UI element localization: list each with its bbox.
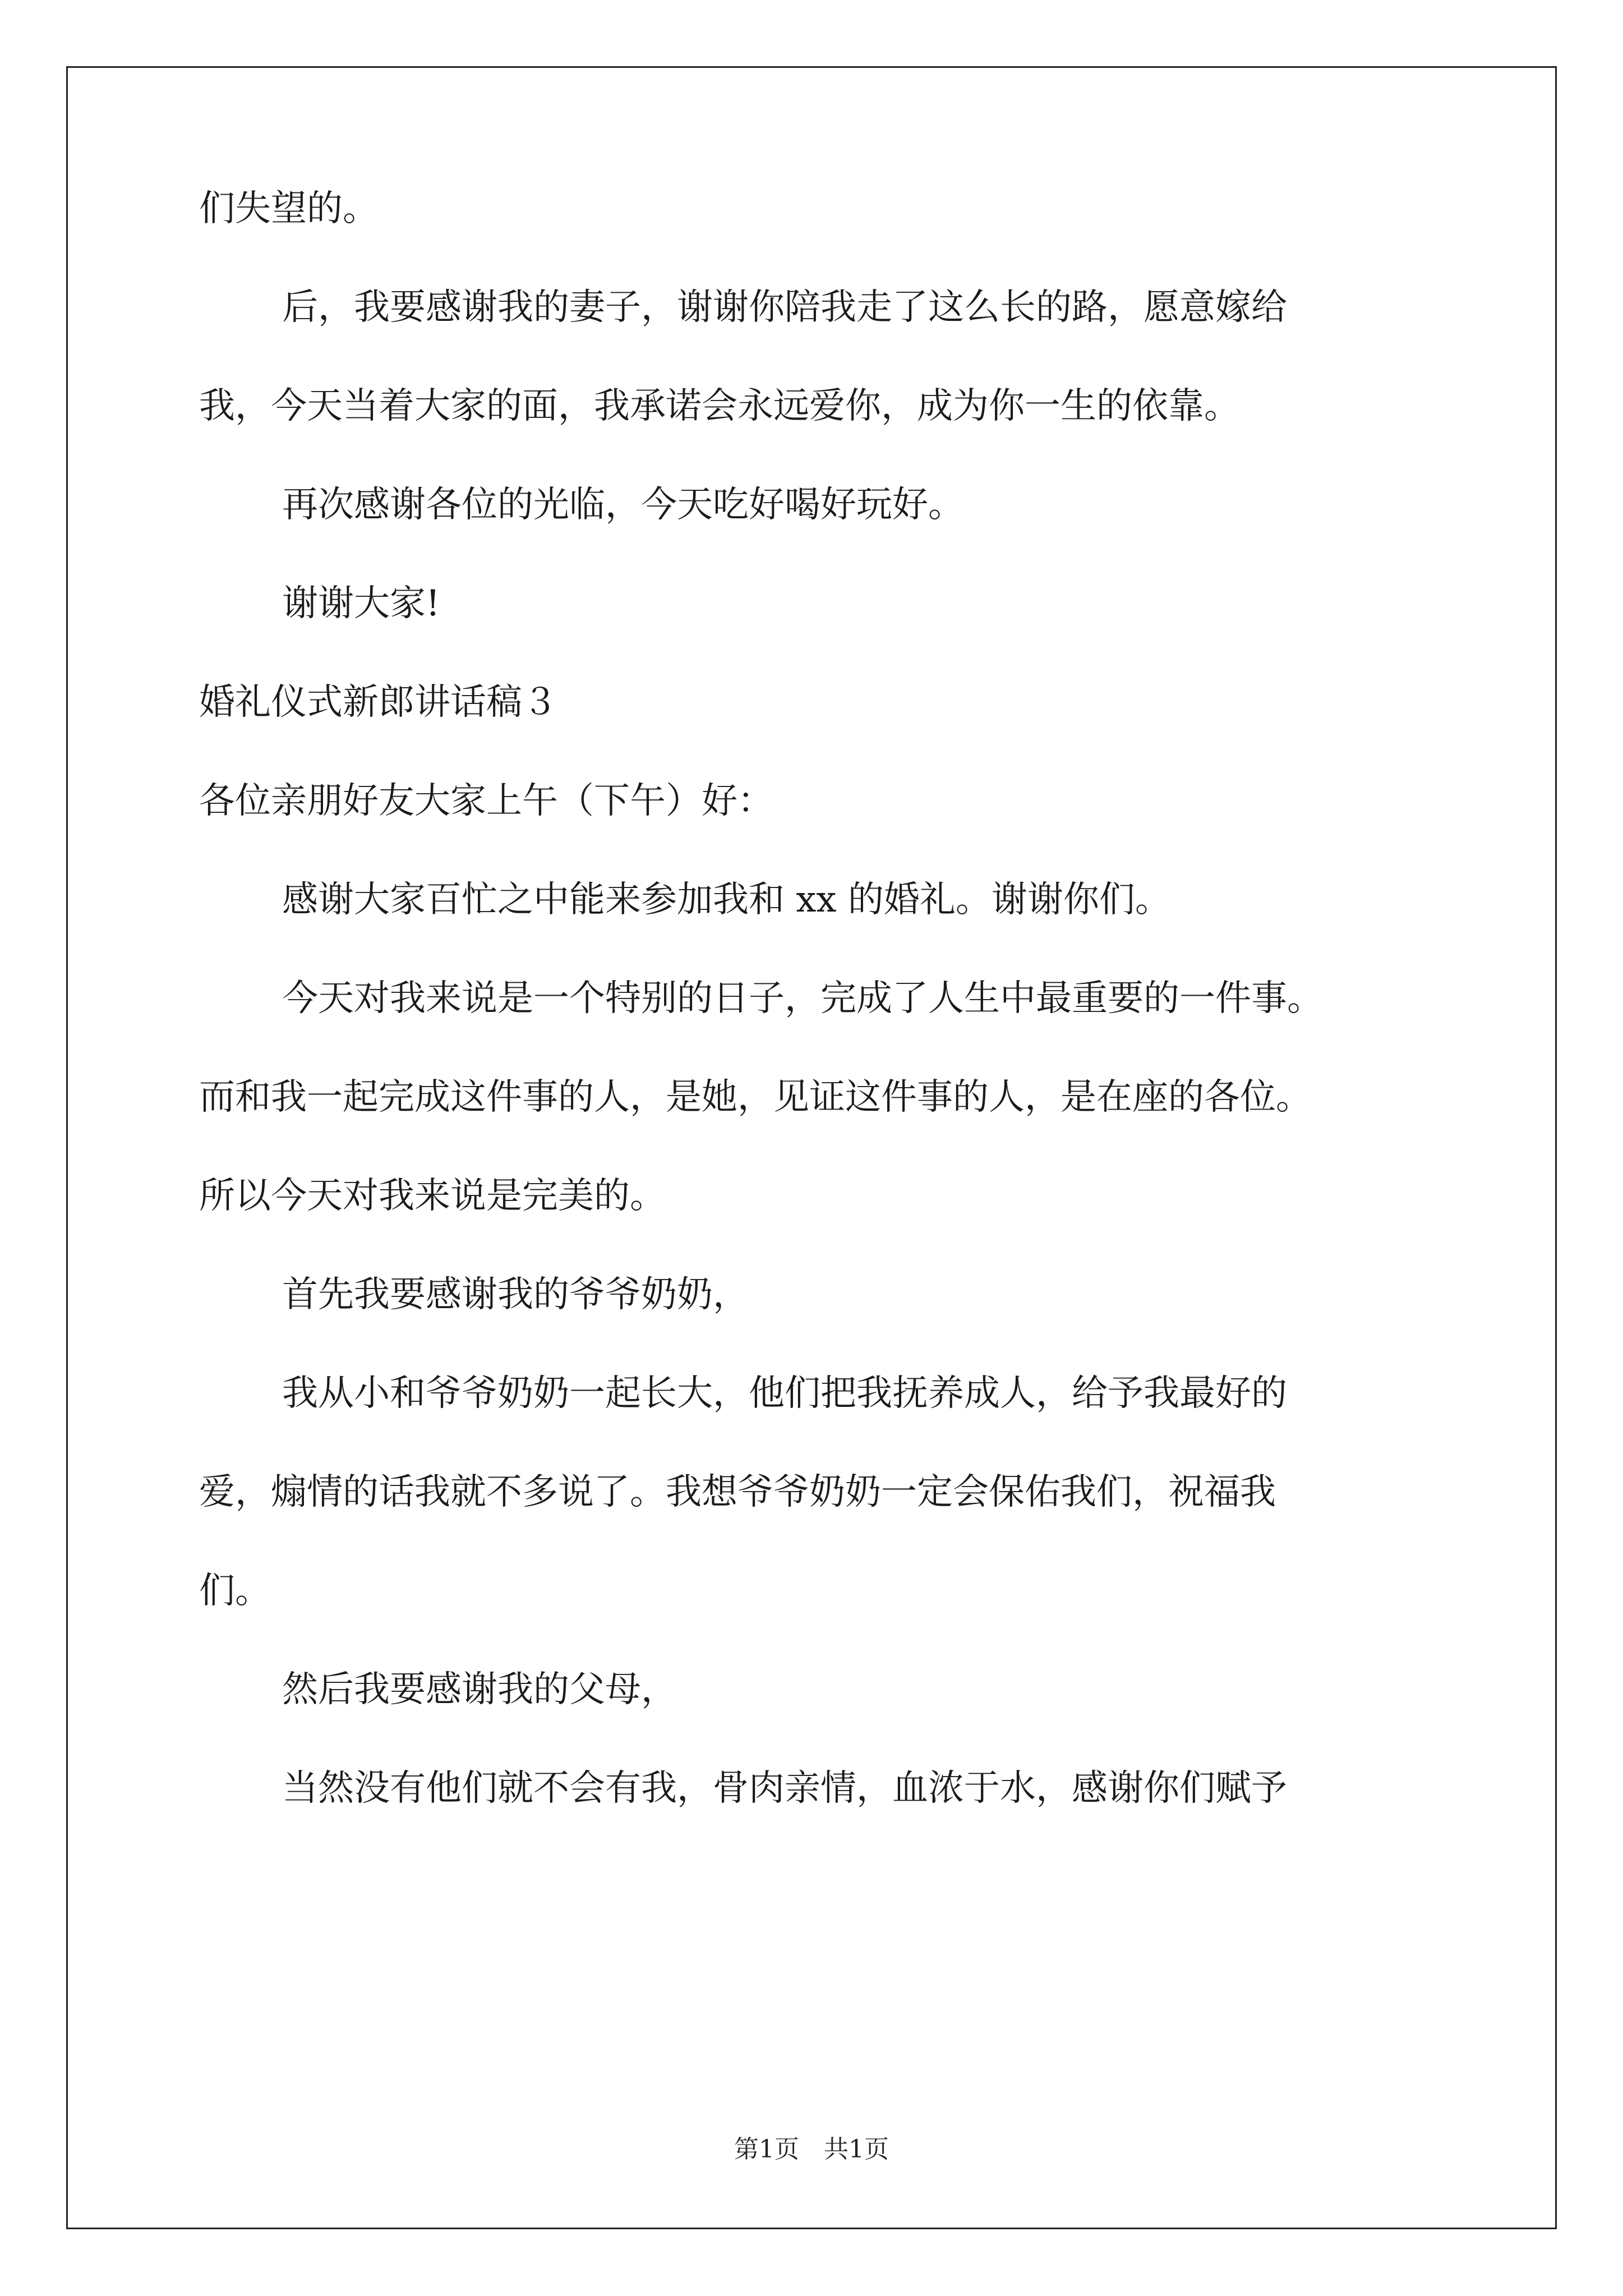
salutation: 各位亲朋好友大家上午（下午）好： (199, 780, 773, 822)
section-title: 婚礼仪式新郎讲话稿３ (199, 682, 558, 723)
text-line: 爱，煽情的话我就不多说了。我想爷爷奶奶一定会保佑我们，祝福我 (199, 1471, 1276, 1513)
paragraph-line: 后，我要感谢我的妻子，谢谢你陪我走了这么长的路，愿意嫁给 (282, 287, 1287, 328)
text-line: 所以今天对我来说是完美的。 (199, 1175, 666, 1217)
paragraph-line: 首先我要感谢我的爷爷奶奶， (282, 1274, 749, 1315)
paragraph-line: 感谢大家百忙之中能来参加我和 xx 的婚礼。谢谢你们。 (282, 879, 1171, 921)
document-body (199, 188, 1438, 1986)
text-line: 我，今天当着大家的面，我承诺会永远爱你，成为你一生的依靠。 (199, 385, 1240, 427)
text-line: 们。 (199, 1570, 271, 1612)
paragraph-line: 再次感谢各位的光临，今天吃好喝好玩好。 (282, 484, 964, 526)
paragraph-line: 今天对我来说是一个特别的日子，完成了人生中最重要的一件事。 (282, 978, 1323, 1019)
paragraph-line: 当然没有他们就不会有我，骨肉亲情，血浓于水，感谢你们赋予 (282, 1768, 1287, 1809)
text-line: 而和我一起完成这件事的人，是她，见证这件事的人，是在座的各位。 (199, 1076, 1312, 1118)
paragraph-line: 然后我要感谢我的父母， (282, 1669, 677, 1710)
paragraph-line: 我从小和爷爷奶奶一起长大，他们把我抚养成人，给予我最好的 (282, 1373, 1287, 1414)
paragraph-line: 谢谢大家! (282, 583, 440, 624)
page-footer: 第1页 共1页 (734, 2135, 889, 2164)
text-line: 们失望的。 (199, 188, 379, 229)
